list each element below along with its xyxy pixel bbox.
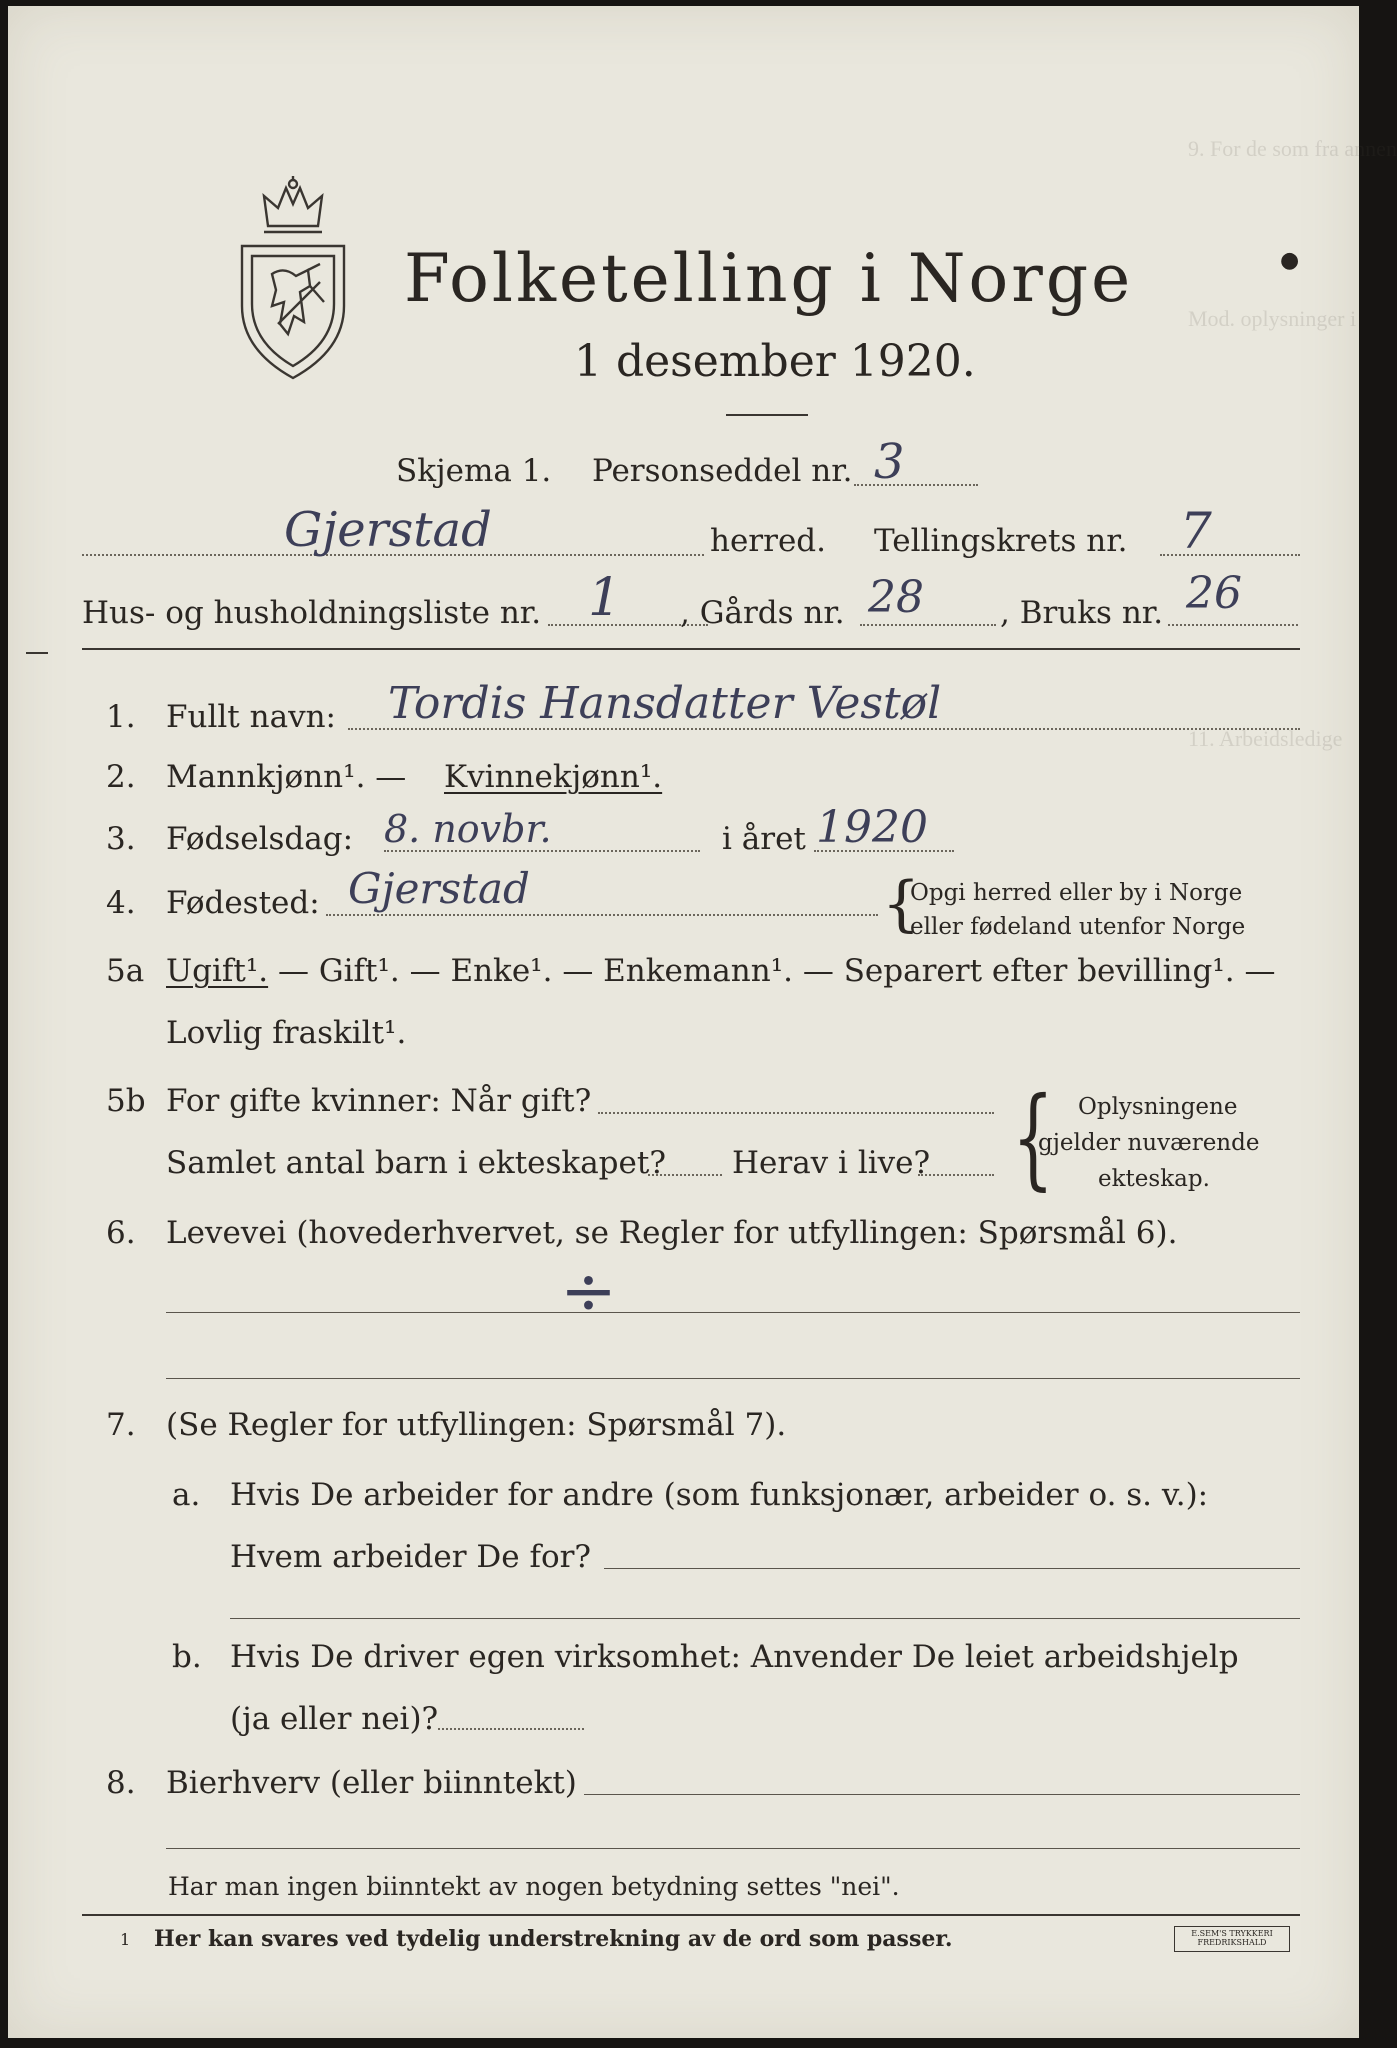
tellingskrets-value[interactable]: 7 <box>1180 502 1212 560</box>
q5b-note-line2: gjelder nuværende <box>1038 1130 1260 1156</box>
footnote: Her kan svares ved tydelig understrekning av de ord som passer. <box>154 1926 953 1952</box>
bruks-label: , Bruks nr. <box>1000 595 1164 631</box>
q5b-children-line <box>648 1174 722 1176</box>
q7a-letter: a. <box>172 1477 201 1513</box>
q7b-letter: b. <box>172 1639 202 1675</box>
herred-value[interactable]: Gjerstad <box>284 502 492 558</box>
q7b-line1: Hvis De driver egen virksomhet: Anvender De leiet arbeidshjelp <box>230 1639 1239 1675</box>
q5a-line2: Lovlig fraskilt¹. <box>166 1015 407 1051</box>
q4-value[interactable]: Gjerstad <box>348 864 530 913</box>
personseddel-value[interactable]: 3 <box>874 434 905 490</box>
census-date: 1 desember 1920. <box>574 336 976 387</box>
herred-label: herred. <box>710 523 826 559</box>
q3-year-value[interactable]: 1920 <box>816 802 928 853</box>
q1-value[interactable]: Tordis Hansdatter Vestøl <box>388 678 942 729</box>
q5a-number: 5a <box>106 953 145 989</box>
tellingskrets-label: Tellingskrets nr. <box>874 523 1128 559</box>
title-divider <box>726 414 808 416</box>
biinntekt-note: Har man ingen biinntekt av nogen betydning settes "nei". <box>168 1872 900 1901</box>
bleed-through: 9. For de som fra annen <box>1188 136 1397 161</box>
q7a-line1: Hvis De arbeider for andre (som funksjonær, arbeider o. s. v.): <box>230 1477 1209 1513</box>
q6-line1 <box>166 1312 1300 1313</box>
q4-brace: { <box>882 869 921 939</box>
q5b-brace: { <box>1012 1073 1054 1201</box>
q2-number: 2. <box>106 759 136 795</box>
q7-number: 7. <box>106 1407 136 1443</box>
q5b-note-line3: ekteskap. <box>1098 1166 1210 1192</box>
q3-label: Fødselsdag: <box>166 821 354 857</box>
census-form-page <box>8 6 1397 2038</box>
q6-line2 <box>166 1378 1300 1379</box>
q5b-alive-label: Herav i live? <box>732 1145 931 1181</box>
gards-line <box>860 624 996 626</box>
q5a-ugift[interactable]: Ugift¹. <box>166 953 269 989</box>
form-content <box>8 6 1397 2038</box>
hus-label: Hus- og husholdningsliste nr. <box>82 595 542 631</box>
q3-number: 3. <box>106 821 136 857</box>
q6-value[interactable]: ÷ <box>560 1252 617 1331</box>
q4-label: Fødested: <box>166 885 320 921</box>
q5b-note-line1: Oplysningene <box>1078 1094 1238 1120</box>
q1-label: Fullt navn: <box>166 699 336 735</box>
bleed-through: 11. Arbeidsledige <box>1188 726 1343 751</box>
bruks-line <box>1168 624 1298 626</box>
q8-answer-line2 <box>166 1848 1300 1849</box>
q8-label: Bierhverv (eller biinntekt) <box>166 1765 577 1801</box>
q7b-answer-line <box>438 1728 584 1730</box>
q5b-line1: For gifte kvinner: Når gift? <box>166 1083 592 1119</box>
q6-label: Levevei (hovederhvervet, se Regler for utfyllingen: Spørsmål 6). <box>166 1215 1178 1251</box>
q7a-answer-line1 <box>604 1568 1300 1569</box>
q7a-line2: Hvem arbeider De for? <box>230 1539 592 1575</box>
q5a-options: — Gift¹. — Enke¹. — Enkemann¹. — Separert efter bevilling¹. — <box>278 953 1276 989</box>
gards-value[interactable]: 28 <box>868 572 924 623</box>
q5b-when-line <box>598 1112 994 1114</box>
speck: ● <box>1280 248 1300 273</box>
skjema-label: Skjema 1. <box>396 453 552 489</box>
q3-year-label: i året <box>722 821 806 857</box>
q7a-answer-line2 <box>230 1618 1300 1619</box>
header-divider <box>82 648 1300 650</box>
q4-note-line1: Opgi herred eller by i Norge <box>910 880 1243 906</box>
gards-label: , Gårds nr. <box>680 595 845 631</box>
q4-line <box>326 914 878 916</box>
q4-note-line2: eller fødeland utenfor Norge <box>910 914 1246 940</box>
q8-answer-line1 <box>584 1794 1300 1795</box>
coat-of-arms-icon <box>234 174 352 384</box>
q7-label: (Se Regler for utfyllingen: Spørsmål 7). <box>166 1407 787 1443</box>
q7b-line2: (ja eller nei)? <box>230 1701 439 1737</box>
q2-male: Mannkjønn¹. — <box>166 759 407 795</box>
footnote-mark: 1 <box>120 1930 131 1949</box>
personseddel-label: Personseddel nr. <box>592 453 853 489</box>
hus-value[interactable]: 1 <box>588 568 622 628</box>
q5b-alive-line <box>918 1174 994 1176</box>
bleed-through: Mod. oplysninger i <box>1188 306 1357 331</box>
q8-number: 8. <box>106 1765 136 1801</box>
q1-number: 1. <box>106 699 136 735</box>
q5b-line2: Samlet antal barn i ekteskapet? <box>166 1145 666 1181</box>
q5b-number: 5b <box>106 1083 146 1119</box>
bruks-value[interactable]: 26 <box>1186 568 1242 619</box>
footer-divider <box>82 1914 1300 1916</box>
personseddel-line <box>854 484 978 486</box>
q3-day-value[interactable]: 8. novbr. <box>384 807 552 851</box>
q6-number: 6. <box>106 1215 136 1251</box>
q2-female[interactable]: Kvinnekjønn¹. <box>444 759 663 795</box>
margin-mark <box>26 652 48 654</box>
form-title: Folketelling i Norge <box>404 240 1134 317</box>
printer-stamp: E.SEM'S TRYKKERI FREDRIKSHALD <box>1174 1926 1290 1952</box>
q4-number: 4. <box>106 885 136 921</box>
